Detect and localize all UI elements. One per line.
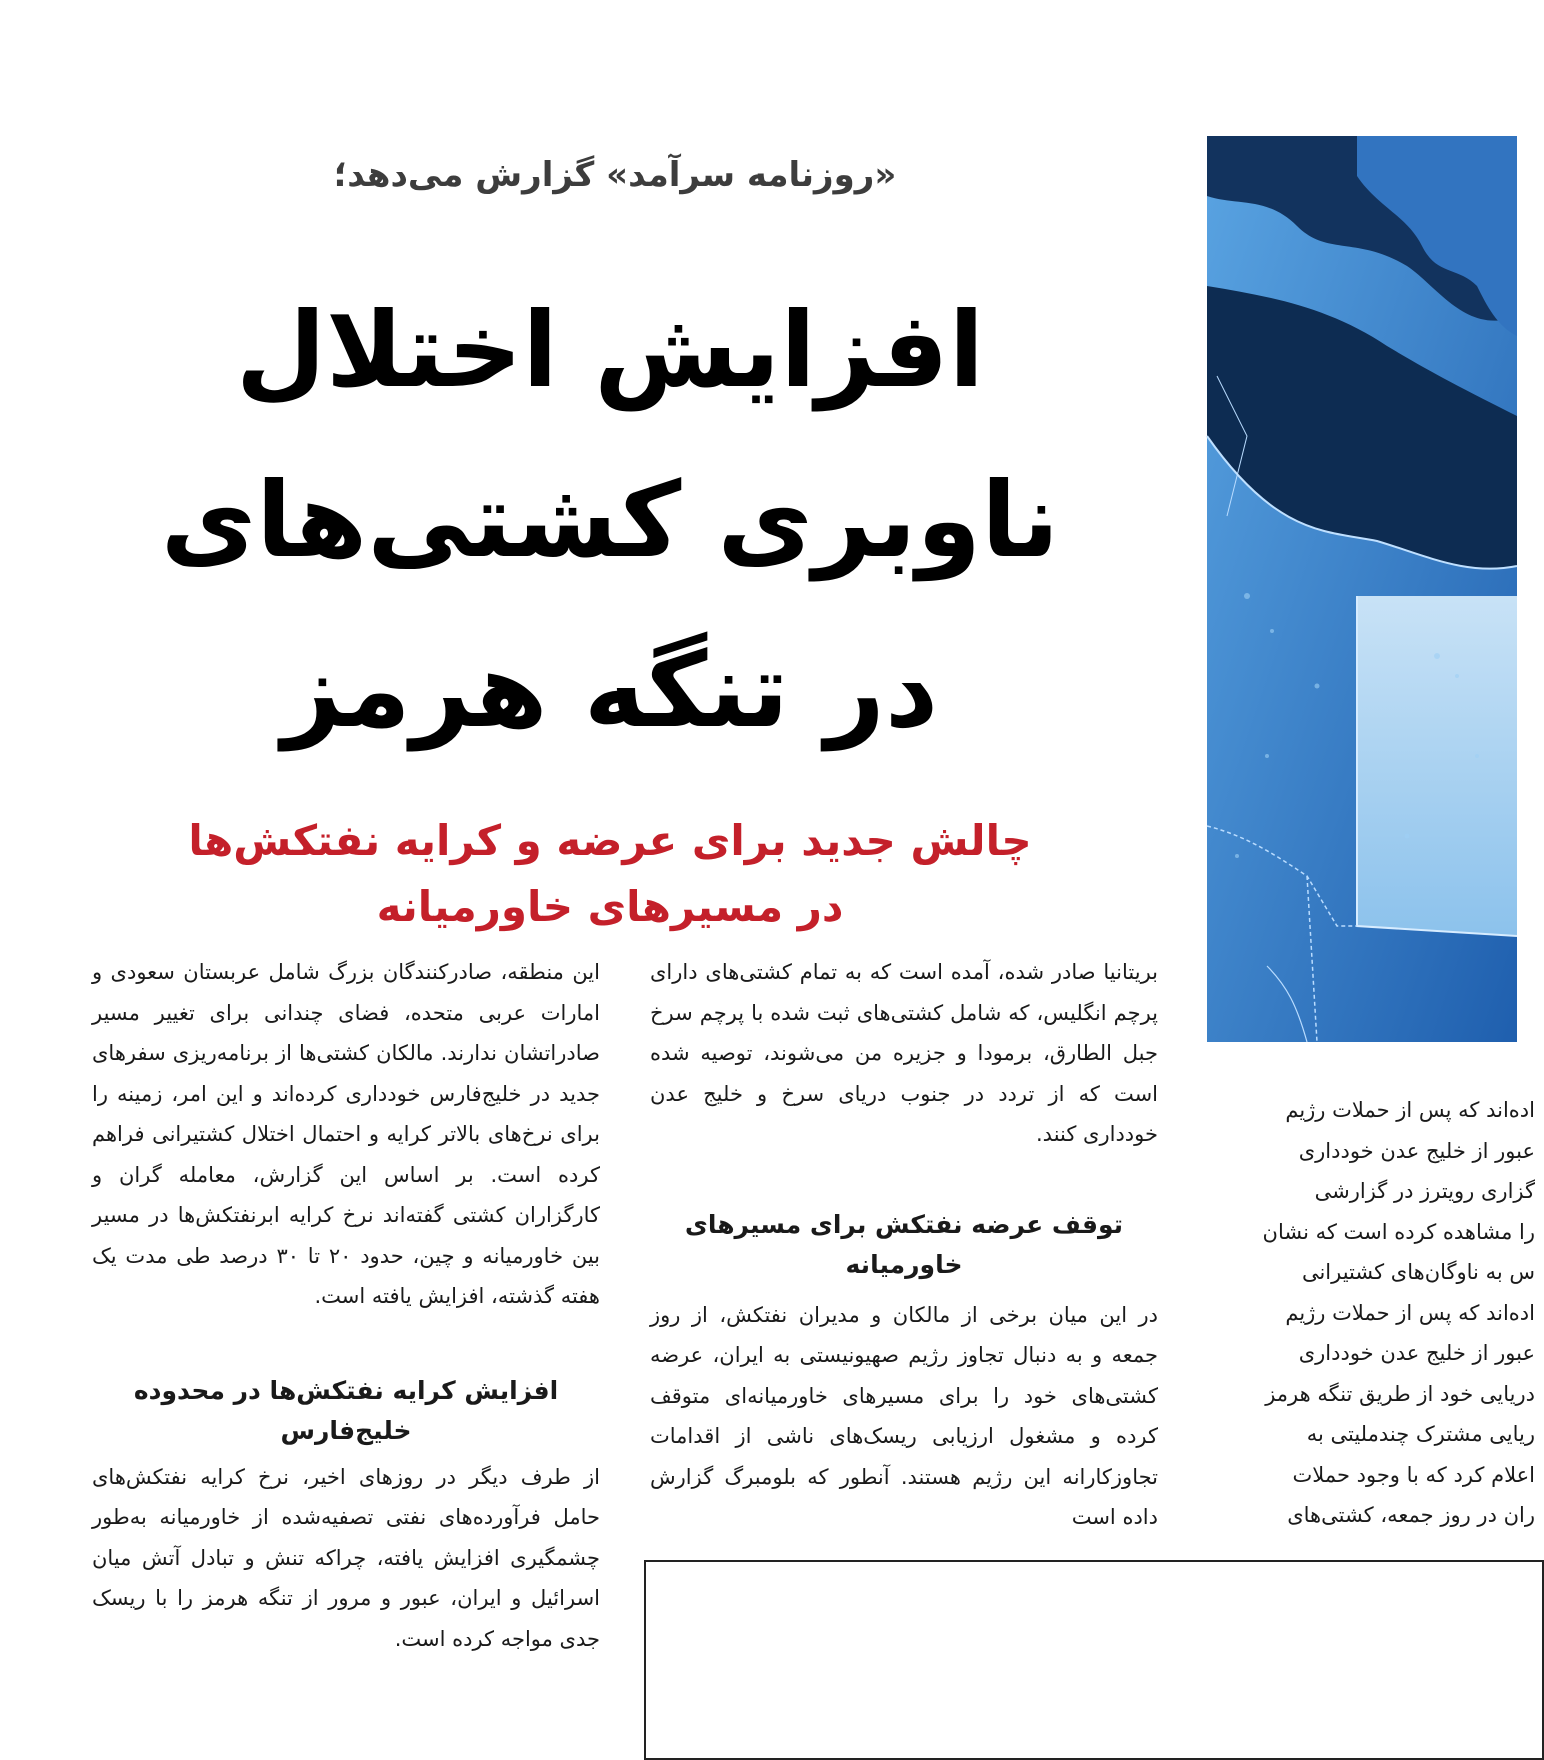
article-headline [150, 265, 1070, 775]
middle-paragraph-2: در این میان برخی از مالکان و مدیران نفتکش، از روز جمعه و به دنبال تجاوز رژیم صهیونیستی به ایران، عرضه کشتی‌های خود را برای مسیرهای خاورمیانه‌ای متوقف کرده و مشغول ارزیابی ریسک‌های ناشی از اقدامات تجاوزکارانه این رژیم هستند. آنطور که بلومبرگ گزارش داده است [650, 1302, 1158, 1529]
left-paragraph-2: از طرف دیگر در روزهای اخیر، نرخ کرایه نفتکش‌های حامل فرآورده‌های نفتی تصفیه‌شده از خاورمیانه به‌طور چشمگیری افزایش یافته، چراکه تنش و تبادل آتش میان اسرائیل و ایران، عبور و مرور از تنگه هرمز را با ریسک جدی مواجه کرده است. [92, 1464, 600, 1651]
article-subtitle [150, 808, 1070, 940]
right-line: عبور از خلیج عدن خودداری [1298, 1138, 1535, 1163]
left-paragraph-1: این منطقه، صادرکنندگان بزرگ شامل عربستان سعودی و امارات عربی متحده، فضای چندانی برای تغییر مسیر صادراتشان ندارند. مالکان کشتی‌ها از برنامه‌ریزی سفرهای جدید در خلیج‌فارس خودداری کرده‌اند و این امر، زمینه را برای نرخ‌های بالاتر کرایه و احتمال اختلال کشتیرانی فراهم کرده است. بر اساس این گزارش، معامله گران و کارگزاران کشتی گفته‌اند نرخ کرایه ابرنفتکش‌ها در مسیر بین خاورمیانه و چین، حدود ۲۰ تا ۳۰ درصد طی مدت یک هفته گذشته، افزایش یافته است. [92, 960, 601, 1308]
left-subheading: افزایش کرایه نفتکش‌ها در محدوده خلیج‌فارس [133, 1375, 559, 1445]
article-column-middle [650, 952, 1158, 1540]
right-line: اده‌اند که پس از حملات رژیم [1285, 1300, 1535, 1325]
headline-line-2: ناوبری کشتی‌های [160, 459, 1060, 581]
right-line: اعلام کرد که با وجود حملات [1292, 1462, 1535, 1487]
article-kicker: «روزنامه سرآمد» گزارش می‌دهد؛ [333, 155, 897, 195]
right-line: ریایی مشترک چندملیتی به [1306, 1422, 1535, 1446]
middle-paragraph-1: بریتانیا صادر شده، آمده است که به تمام کشتی‌های دارای پرچم انگلیس، که شامل کشتی‌های ثبت شده با پرچم سرخ جبل الطارق، برمودا و جزیره من می‌شوند، توصیه شده است که از تردد در جنوب دریای سرخ و خلیج عدن خودداری کنند. [650, 960, 1158, 1146]
article-column-left [92, 952, 600, 1680]
right-line: دریایی خود از طریق تنگه هرمز [1265, 1381, 1535, 1406]
subtitle-line-2: در مسیرهای خاورمیانه [376, 882, 844, 931]
right-line: گزاری رویترز در گزارشی [1314, 1179, 1535, 1203]
middle-subheading: توقف عرضه نفتکش برای مسیرهای خاورمیانه [684, 1209, 1124, 1279]
right-line: عبور از خلیج عدن خودداری [1298, 1341, 1535, 1365]
satellite-map-icon [1207, 136, 1517, 1042]
subtitle-line-1: چالش جدید برای عرضه و کرایه نفتکش‌ها [188, 816, 1032, 865]
bottom-frame-box [644, 1560, 1544, 1760]
right-line: را مشاهده کرده است که نشان [1262, 1219, 1535, 1244]
right-line: اده‌اند که پس از حملات رژیم [1285, 1098, 1535, 1122]
headline-line-1: افزایش اختلال [235, 289, 985, 411]
headline-line-3: در تنگه هرمز [281, 629, 939, 751]
article-column-right [1205, 1090, 1535, 1542]
right-line: ران در روز جمعه، کشتی‌های [1287, 1503, 1535, 1527]
right-line: س به ناوگان‌های کشتیرانی [1301, 1260, 1535, 1284]
map-image-icon [1207, 136, 1517, 1042]
